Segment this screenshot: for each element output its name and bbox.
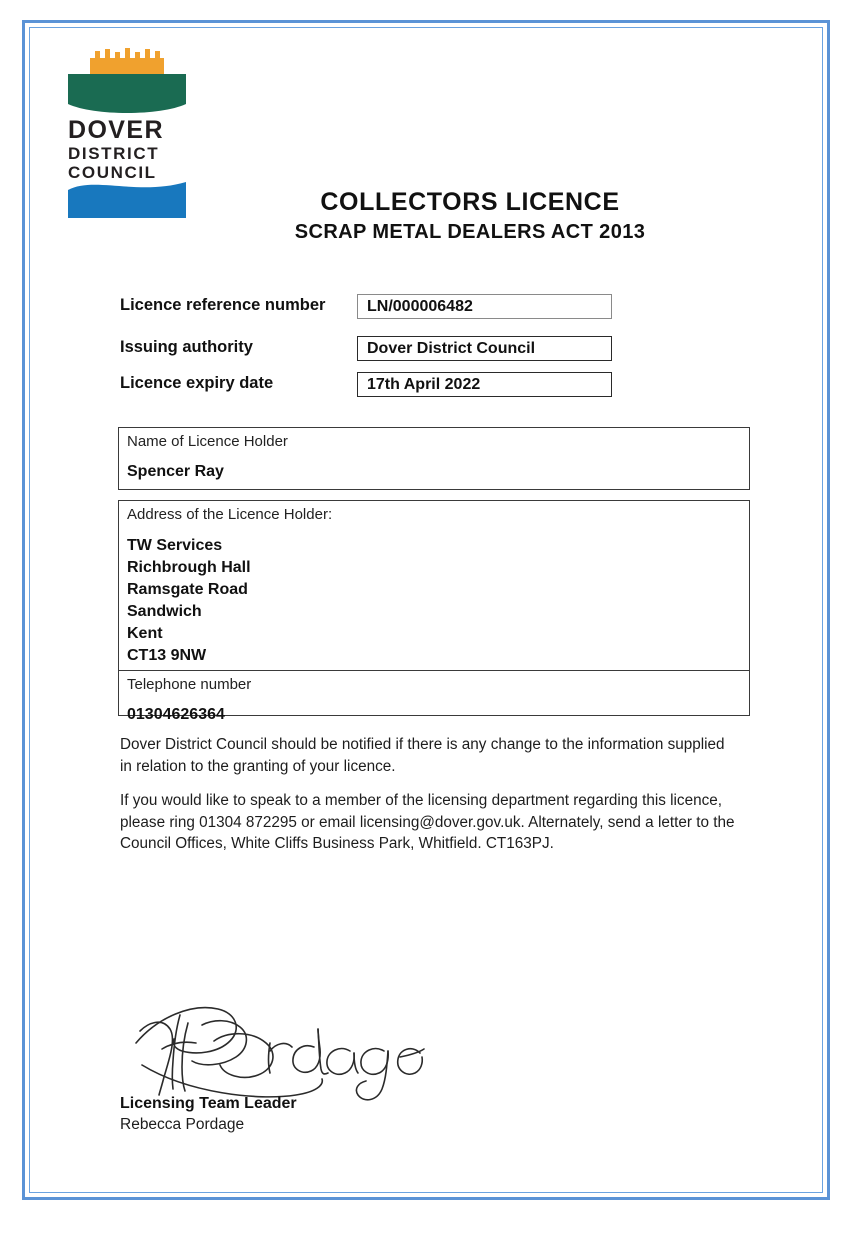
field-box-licence-reference[interactable] [357,294,612,319]
field-value-licence-reference: LN/000006482 [367,298,473,315]
field-box-issuing-authority[interactable] [357,336,612,361]
address-line: Ramsgate Road [127,580,248,598]
telephone-section [119,670,749,733]
blue-wave-shape [68,180,186,218]
field-value-issuing-authority: Dover District Council [367,340,536,357]
telephone-value: 01304626364 [127,705,225,723]
logo-line-district: DISTRICT [68,144,160,163]
address-line: Sandwich [127,602,202,620]
licence-holder-name-box [118,427,750,490]
signature-role: Licensing Team Leader [120,1095,297,1112]
field-label-expiry-date: Licence expiry date [120,374,274,392]
field-row-expiry-date [120,372,760,400]
field-value-expiry-date: 17th April 2022 [367,376,481,393]
address-line: CT13 9NW [127,647,207,665]
signature-name: Rebecca Pordage [120,1116,245,1133]
page-title: COLLECTORS LICENCE [320,188,620,216]
signature-image [118,995,448,1105]
field-label-issuing-authority: Issuing authority [120,338,253,356]
document-title-block [180,188,760,244]
handwritten-signature-icon [118,995,448,1105]
notice-paragraph-change-of-information: Dover District Council should be notified if there is any change to the information supplied in relation to the granting of your licence. [120,736,725,775]
signature-block [120,1094,520,1135]
name-caption: Name of Licence Holder [127,433,288,450]
telephone-caption: Telephone number [127,676,252,694]
name-value: Spencer Ray [127,462,224,480]
field-label-licence-reference: Licence reference number [120,296,326,314]
field-row-licence-reference [120,294,760,322]
logo-wordmark [68,118,186,181]
page-subtitle: SCRAP METAL DEALERS ACT 2013 [294,220,646,243]
field-row-issuing-authority [120,336,760,364]
licence-holder-address-box [118,500,750,723]
address-lines [119,525,749,670]
notice-paragraph-contact-details: If you would like to speak to a member of the licensing department regarding this licence, please ring 01304 872295 or email licensing@dover.gov.uk. Alternately, send a letter to the Council Offices, White Cliffs Business Park, Whitfield. CT163PJ. [120,792,735,853]
address-line: Kent [127,625,163,643]
logo-line-council: COUNCIL [68,163,157,182]
address-line: TW Services [127,536,223,554]
address-line: Richbrough Hall [127,558,251,576]
logo-line-dover: DOVER [68,116,164,144]
address-caption: Address of the Licence Holder: [127,506,333,523]
field-box-expiry-date[interactable] [357,372,612,397]
green-band-shape [68,74,186,116]
dover-district-council-logo [68,48,186,212]
